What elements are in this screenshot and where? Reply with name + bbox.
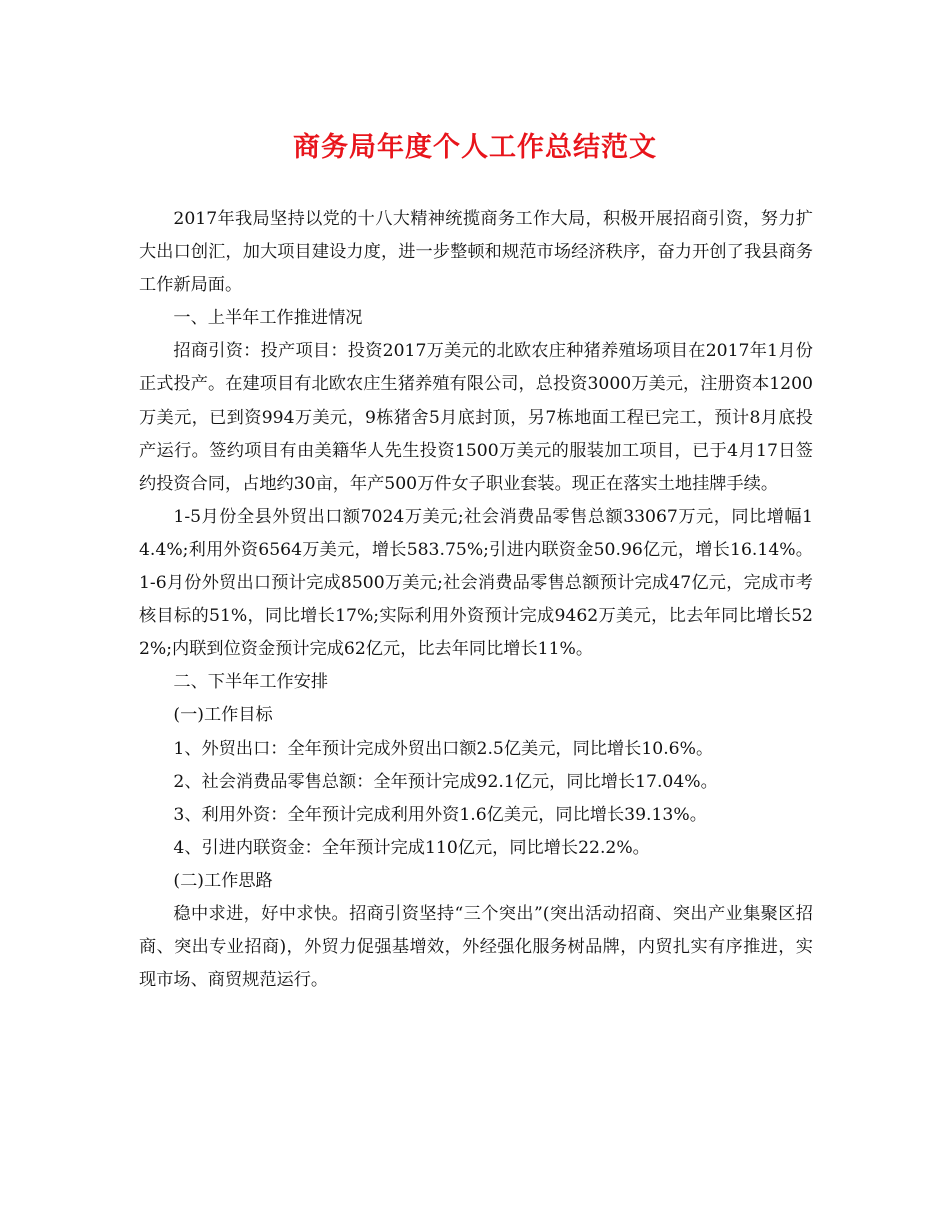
paragraph-intro: 2017年我局坚持以党的十八大精神统揽商务工作大局，积极开展招商引资，努力扩大出口创汇，加大项目建设力度，进一步整顿和规范市场经济秩序，奋力开创了我县商务工作新局面。	[139, 209, 813, 296]
section-heading-second-half: 二、下半年工作安排	[173, 672, 329, 693]
goal-item-foreign-trade: 1、外贸出口：全年预计完成外贸出口额2.5亿美元，同比增长10.6%。	[173, 738, 714, 759]
goal-item-foreign-investment: 3、利用外资：全年预计完成利用外资1.6亿美元，同比增长39.13%。	[173, 804, 707, 825]
paragraph-investment-projects: 招商引资：投产项目：投资2017万美元的北欧农庄种猪养殖场项目在2017年1月份正式投产。在建项目有北欧农庄生猪养殖有限公司，总投资3000万美元，注册资本1200万美元，已到资994万美元，9栋猪舍5月底封顶，另7栋地面工程已完工，预计8月底投产运行。签约项目有由美籍华人先生投资1500万美元的服装加工项目，已于4月17日签约投资合同，占地约30亩，年产500万件女子职业套装。现正在落实土地挂牌手续。	[139, 341, 813, 494]
document-title: 商务局年度个人工作总结范文	[293, 132, 657, 163]
subheading-work-approach: (二)工作思路	[173, 870, 273, 891]
goal-item-domestic-capital: 4、引进内联资金：全年预计完成110亿元，同比增长22.2%。	[173, 837, 650, 858]
section-heading-first-half: 一、上半年工作推进情况	[173, 308, 363, 329]
subheading-work-goals: (一)工作目标	[173, 705, 273, 726]
goal-item-retail-sales: 2、社会消费品零售总额：全年预计完成92.1亿元，同比增长17.04%。	[173, 771, 718, 792]
paragraph-work-approach: 稳中求进，好中求快。招商引资坚持“三个突出”(突出活动招商、突出产业集聚区招商、突出专业招商)，外贸力促强基增效，外经强化服务树品牌，内贸扎实有序推进，实现市场、商贸规范运行。	[139, 903, 813, 991]
document-body	[139, 203, 813, 997]
paragraph-statistics: 1-5月份全县外贸出口额7024万美元;社会消费品零售总额33067万元，同比增幅14.4%;利用外资6564万美元，增长583.75%;引进内联资金50.96亿元，增长16.14%。1-6月份外贸出口预计完成8500万美元;社会消费品零售总额预计完成47亿元，完成市考核目标的51%，同比增长17%;实际利用外资预计完成9462万美元，比去年同比增长522%;内联到位资金预计完成62亿元，比去年同比增长11%。	[139, 506, 813, 660]
